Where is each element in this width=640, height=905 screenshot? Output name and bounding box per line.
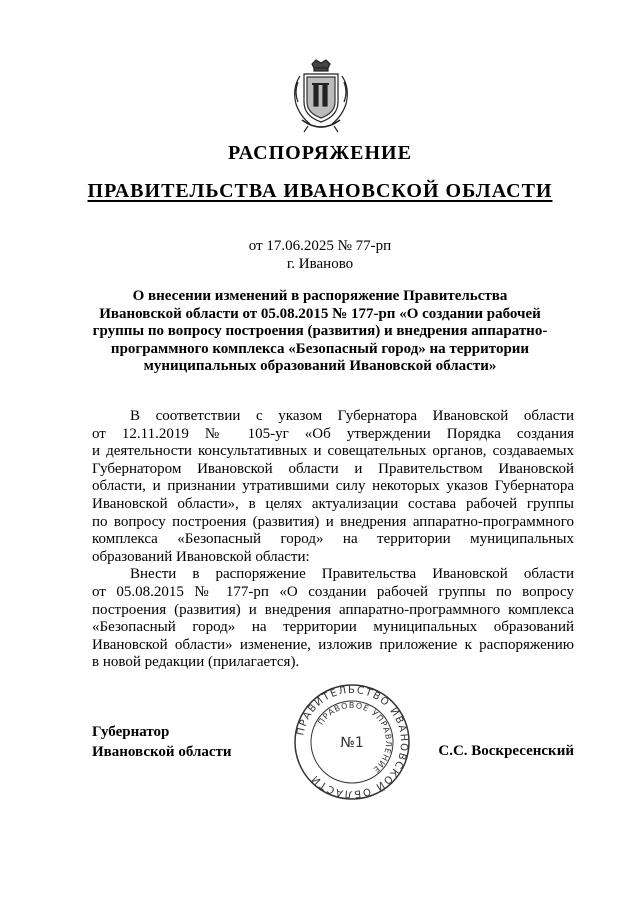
body-line: Ивановской области», в целях актуализации состава рабочей группы bbox=[92, 495, 574, 512]
stamp-inner-text: ПРАВОВОЕ УПРАВЛЕНИЕ bbox=[316, 700, 394, 775]
signatory-position bbox=[92, 722, 232, 762]
body-line: и деятельности консультативных и совещательных органов, создаваемых bbox=[92, 443, 574, 460]
body-line: Ивановской области» изменение, изложив приложение к распоряжению bbox=[92, 636, 574, 653]
issuer-text: ПРАВИТЕЛЬСТВА ИВАНОВСКОЙ ОБЛАСТИ bbox=[87, 180, 553, 202]
document-date-number: от 17.06.2025 № 77-рп bbox=[248, 238, 392, 254]
body-line: от 12.11.2019 № 105-уг «Об утверждении Порядка создания bbox=[92, 425, 574, 442]
body-line: комплекса «Безопасный город» на территории муниципальных bbox=[92, 531, 574, 548]
document-subject bbox=[0, 288, 640, 376]
body-line: от 05.08.2015 № 177-рп «О создании рабочей группы по вопросу bbox=[92, 583, 574, 600]
position-line: Губернатор bbox=[92, 724, 170, 740]
coat-of-arms-icon bbox=[290, 58, 352, 138]
document-title: РАСПОРЯЖЕНИЕ bbox=[228, 142, 412, 164]
stamp-outer-text: ПРАВИТЕЛЬСТВО ИВАНОВСКОЙ ОБЛАСТИ bbox=[295, 684, 410, 800]
stamp-number: №1 bbox=[340, 735, 364, 751]
body-line: В соответствии с указом Губернатора Ивановской области bbox=[130, 408, 574, 424]
body-line: «Безопасный город» на территории муниципальных образований bbox=[92, 619, 574, 636]
body-line: построения (развития) и внедрения аппаратно-программного комплекса bbox=[92, 601, 574, 618]
document-body bbox=[92, 408, 574, 672]
body-line: образований Ивановской области: bbox=[92, 548, 310, 565]
subject-line: программного комплекса «Безопасный город» на территории bbox=[110, 340, 530, 357]
official-stamp bbox=[292, 682, 412, 802]
subject-line: О внесении изменений в распоряжение Правительства bbox=[132, 288, 508, 304]
body-line: в новой редакции (прилагается). bbox=[92, 654, 300, 671]
subject-line: муниципальных образований Ивановской области» bbox=[143, 358, 497, 374]
position-line: Ивановской области bbox=[92, 744, 232, 760]
signatory-name: С.С. Воскресенский bbox=[438, 743, 574, 759]
subject-line: группы по вопросу построения (развития) и внедрения аппаратно- bbox=[92, 323, 548, 339]
body-line: Губернатором Ивановской области и Правительством Ивановской bbox=[92, 460, 574, 477]
body-line: по вопросу построения (развития) и внедрения аппаратно-программного bbox=[92, 513, 574, 530]
body-line: Внести в распоряжение Правительства Ивановской области bbox=[130, 566, 574, 583]
document-issuer bbox=[0, 180, 640, 203]
subject-line: Ивановской области от 05.08.2015 № 177-рп «О создании рабочей bbox=[99, 305, 541, 322]
document-city: г. Иваново bbox=[286, 256, 354, 272]
body-line: области, и признании утратившими силу некоторых указов Губернатора bbox=[92, 478, 574, 495]
